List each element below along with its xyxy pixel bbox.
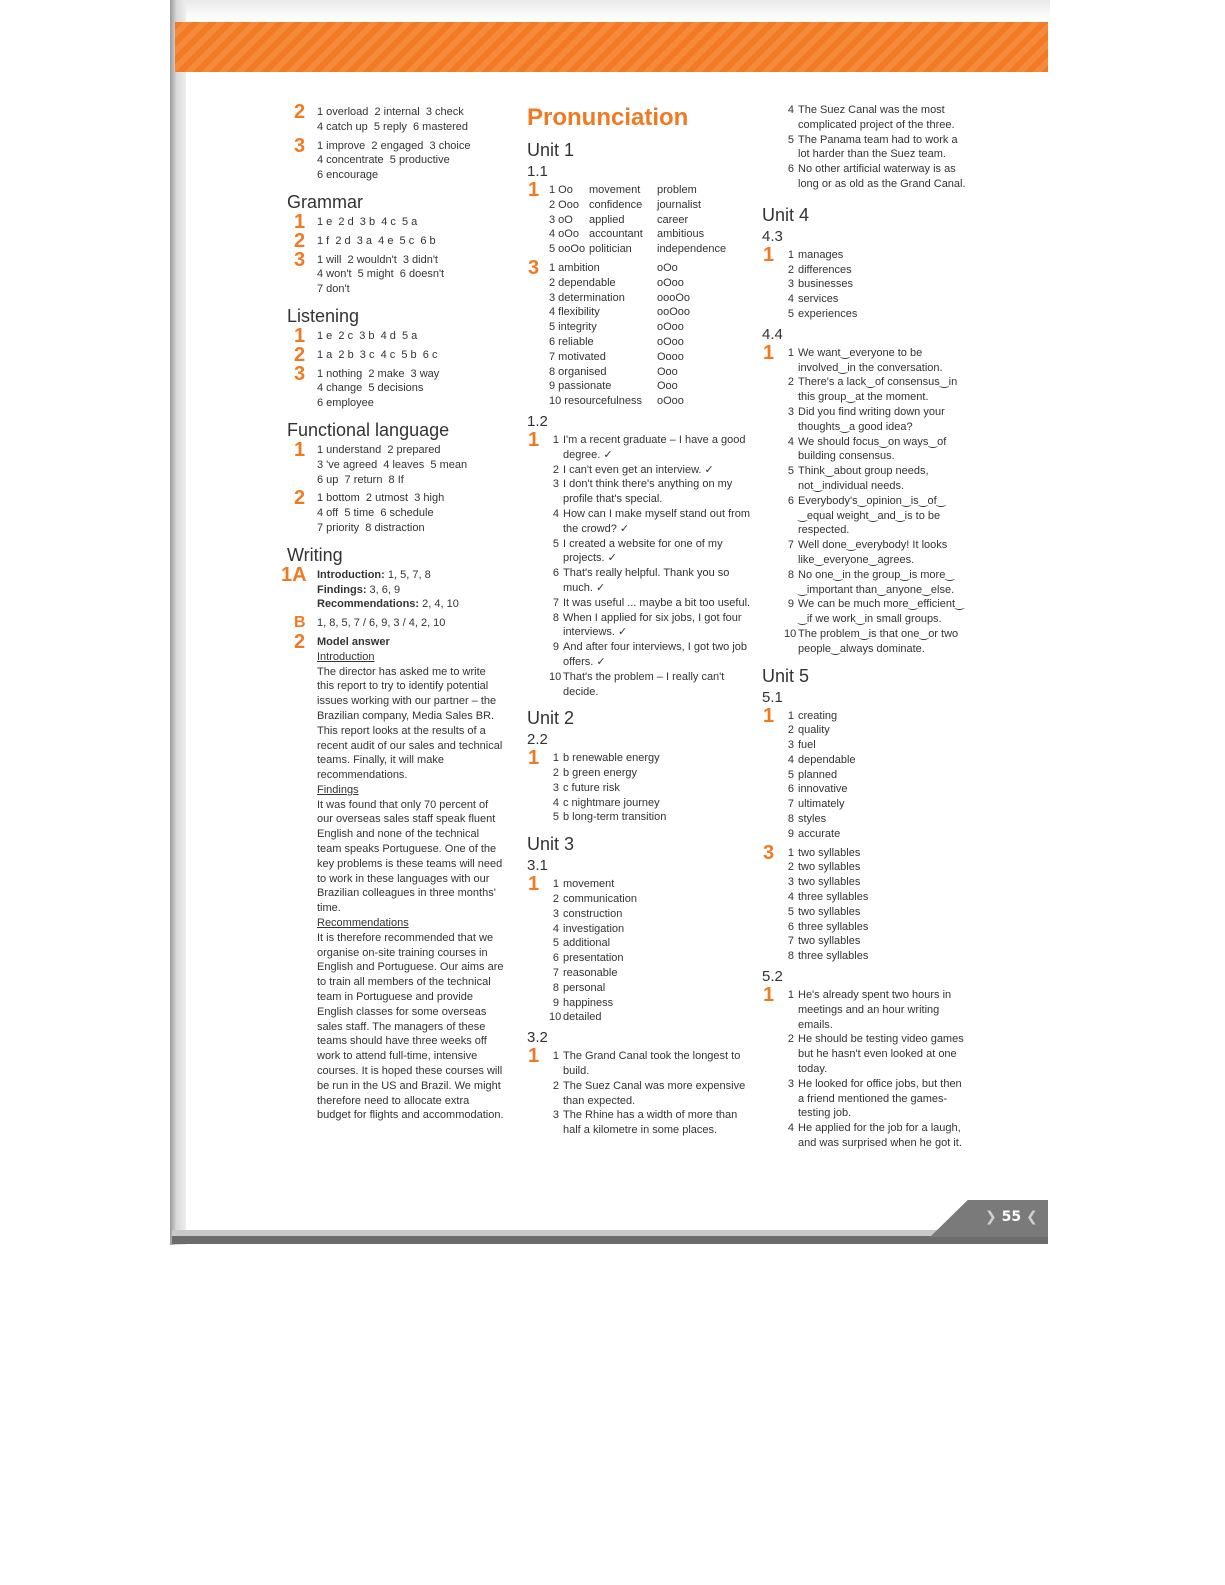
word: 9 passionate	[549, 380, 612, 393]
writing-value: 1, 5, 7, 8	[384, 568, 431, 581]
exercise-number: 1	[294, 438, 306, 461]
list-item: 1 I'm a recent graduate – I have a good degree. ✓	[552, 433, 746, 461]
word: 4 flexibility	[549, 306, 600, 319]
answer-line: 6 encourage	[317, 169, 379, 182]
list-item: 6 three syllables	[787, 920, 869, 933]
list-item: 4 c nightmare journey	[552, 796, 660, 809]
stress-pattern: oOoo	[657, 276, 684, 289]
exercise	[281, 563, 505, 612]
stress-pattern: oOoo	[657, 395, 684, 408]
answer-line: 1 e 2 d 3 b 4 c 5 a	[317, 215, 418, 228]
exercise	[525, 747, 755, 825]
exercise	[285, 101, 505, 135]
list-item: 6 That's really helpful. Thank you so much. ✓	[552, 567, 730, 594]
report-paragraph: It is therefore recommended that we organise on-site training courses in English and Portuguese. Our aims are to train all members of the technical team in Portuguese and provide English classes for some overseas sales staff. The managers of these teams should have three weeks off work to attend full-time, intensive courses. It is hoped these courses will be run in the US and Brazil. We might therefore need to allocate extra budget for flights and accommodation.	[317, 931, 504, 1122]
exercise-number: 3	[294, 134, 306, 157]
list-item: 3 two syllables	[787, 876, 861, 889]
list-item: 6 innovative	[787, 783, 848, 796]
list-item: 1 We want‿everyone to be involved‿in the conversation.	[787, 346, 943, 374]
answer-line: 1, 8, 5, 7 / 6, 9, 3 / 4, 2, 10	[317, 617, 446, 630]
word: 6 reliable	[549, 335, 594, 348]
list-item: 6 Everybody's‿opinion‿is‿of‿ ‿equal weight‿and‿is to be respected.	[787, 494, 946, 537]
section-number: 1.1	[527, 163, 548, 180]
exercise	[525, 873, 755, 1025]
list-item: 2 I can't even get an interview. ✓	[552, 463, 714, 476]
list-item: 5 Think‿about group needs, not‿individual needs.	[787, 465, 929, 492]
exercise	[760, 341, 970, 657]
stress-pattern: 5 ooOo	[549, 243, 586, 256]
answer-line: 4 concentrate 5 productive	[317, 154, 450, 167]
exercise	[525, 256, 755, 409]
exercise-number: 1	[763, 341, 775, 364]
orange-header-banner	[175, 22, 1048, 72]
list-item: 3 The Rhine has a width of more than half a kilometre in some places.	[552, 1109, 738, 1137]
unit-heading: Unit 4	[762, 204, 810, 225]
exercise-number: 1	[294, 324, 306, 347]
unit-heading: Unit 3	[527, 834, 575, 855]
exercise	[525, 428, 755, 699]
stress-pattern: 1 Oo	[549, 184, 573, 196]
answer-line: 6 employee	[317, 397, 374, 410]
word: independence	[657, 243, 727, 256]
exercise-number: 1	[528, 179, 540, 201]
stress-pattern: Ooo	[657, 365, 678, 378]
report-paragraph: It was found that only 70 percent of our overseas sales staff speak fluent English and none of the technical team speaks Portuguese. One of the key problems is these teams will need to work in these languages with our Brazilian colleagues in three months' time.	[317, 798, 503, 915]
stress-pattern: oOoo	[657, 321, 684, 334]
list-item: 3 He looked for office jobs, but then a friend mentioned the games-testing job.	[787, 1077, 962, 1120]
chevron-left-icon: ❮	[1025, 1209, 1038, 1225]
stress-pattern: Ooo	[657, 380, 678, 393]
list-item: 2 quality	[787, 724, 830, 737]
answer-line: 1 bottom 2 utmost 3 high	[317, 492, 445, 505]
writing-value: 2, 4, 10	[419, 598, 459, 611]
section-heading-grammar: Grammar	[287, 191, 363, 212]
unit-heading: Unit 2	[527, 708, 575, 729]
exercise-number: 1	[528, 873, 540, 896]
word: 2 dependable	[549, 276, 616, 289]
exercise-number: 1	[763, 243, 775, 266]
exercise	[285, 487, 505, 535]
stress-pattern: ooOoo	[657, 306, 691, 319]
answer-line: 1 nothing 2 make 3 way	[317, 367, 440, 380]
answer-line: 7 don't	[317, 283, 350, 296]
word: 3 determination	[549, 291, 625, 304]
exercise	[285, 324, 505, 347]
list-item: 2 differences	[787, 263, 852, 276]
word: problem	[657, 184, 697, 196]
exercise	[285, 134, 505, 183]
exercise	[285, 229, 505, 252]
stress-pattern: oooOo	[657, 291, 691, 304]
exercise-number: 1	[528, 1045, 540, 1068]
list-item: 4 services	[787, 293, 839, 306]
list-item: 7 Well done‿everybody! It looks like‿everyone‿agrees.	[787, 539, 948, 566]
section-heading-writing: Writing	[287, 544, 343, 565]
list-item: 1 creating	[787, 709, 838, 722]
exercise-number: 2	[294, 229, 306, 252]
list-item: 8 No one‿in the group‿is more‿ ‿important than‿anyone‿else.	[787, 568, 955, 596]
word: ambitious	[657, 228, 705, 241]
chevron-right-icon: ❯	[985, 1209, 997, 1225]
list-item: 5 b long-term transition	[552, 811, 667, 824]
list-item: 1 manages	[787, 248, 844, 261]
answer-line: 4 off 5 time 6 schedule	[317, 507, 434, 520]
list-item: 9 accurate	[787, 827, 841, 840]
page-title: Pronunciation	[527, 104, 689, 131]
list-item: 3 construction	[552, 907, 623, 920]
list-item: 3 c future risk	[552, 781, 620, 794]
list-item: 7 two syllables	[787, 935, 861, 948]
exercise-number: 3	[294, 248, 306, 271]
list-item: 3 I don't think there's anything on my profile that's special.	[552, 478, 733, 506]
list-item: 1 The Grand Canal took the longest to build.	[552, 1050, 741, 1078]
list-item: 2 He should be testing video games but he hasn't even looked at one today.	[787, 1033, 964, 1076]
page-number	[985, 1209, 1038, 1225]
list-item: 6 presentation	[552, 952, 624, 965]
word: journalist	[657, 198, 702, 211]
stress-pattern: 2 Ooo	[549, 198, 579, 211]
answer-line: 4 won't 5 might 6 doesn't	[317, 268, 445, 281]
report-heading: Recommendations	[317, 917, 409, 930]
answer-line: 1 a 2 b 3 c 4 c 5 b 6 c	[317, 348, 438, 361]
list-item: 1 b renewable energy	[552, 752, 660, 765]
exercise-number: 1A	[281, 563, 307, 586]
word: 7 motivated	[549, 350, 606, 363]
section-heading-functional: Functional language	[287, 419, 450, 440]
list-item: 2 b green energy	[552, 767, 637, 780]
list-item: 4 We should focus‿on ways‿of building consensus.	[787, 435, 947, 463]
exercise-number: 1	[763, 704, 775, 727]
model-answer-title: Model answer	[317, 635, 390, 648]
exercise	[285, 210, 505, 233]
word: applied	[589, 213, 625, 226]
answer-line: 3 've agreed 4 leaves 5 mean	[317, 458, 468, 471]
answer-line: 1 e 2 c 3 b 4 d 5 a	[317, 329, 418, 342]
list-item: 5 I created a website for one of my projects. ✓	[552, 537, 723, 565]
stress-pattern: 4 oOo	[549, 228, 579, 241]
list-item: 9 happiness	[552, 996, 614, 1009]
stress-pattern: 3 oO	[549, 213, 573, 226]
list-item: 4 investigation	[552, 922, 625, 935]
list-item: 10 detailed	[549, 1011, 602, 1024]
answer-line: 1 overload 2 internal 3 check	[317, 106, 464, 118]
list-item: 10 The problem‿is that one‿or two people‿always dominate.	[784, 627, 959, 655]
list-item: 8 styles	[787, 813, 827, 826]
writing-value: 3, 6, 9	[366, 583, 401, 596]
list-item: 1 He's already spent two hours in meetings and an hour writing emails.	[787, 989, 952, 1031]
writing-label: Recommendations:	[317, 598, 420, 611]
list-item: 3 fuel	[787, 739, 816, 752]
exercise-number: 1	[294, 210, 306, 233]
exercise-number: 2	[294, 101, 306, 123]
list-item: 8 personal	[552, 981, 606, 994]
exercise	[760, 243, 970, 322]
exercise-number: 3	[294, 362, 306, 385]
list-item: 2 There's a lack‿of consensus‿in this group‿at the moment.	[787, 376, 958, 404]
column-2	[525, 103, 755, 1142]
book-binding-shadow	[170, 0, 186, 1245]
list-item: 8 three syllables	[787, 950, 869, 963]
list-item: 6 No other artificial waterway is as long or as old as the Grand Canal.	[787, 163, 966, 190]
answer-line: 1 understand 2 prepared	[317, 443, 441, 456]
list-item: 2 The Suez Canal was more expensive than expected.	[552, 1079, 746, 1107]
word: movement	[589, 184, 641, 196]
exercise	[760, 704, 970, 842]
list-item: 7 ultimately	[787, 798, 845, 811]
stress-pattern: oOo	[657, 261, 678, 274]
exercise-number: 2	[294, 630, 306, 653]
page-number-value: 55	[1001, 1209, 1022, 1225]
word: politician	[589, 243, 632, 256]
section-number: 4.3	[762, 227, 783, 245]
section-number: 3.1	[527, 857, 548, 875]
list-item: 5 experiences	[787, 307, 858, 320]
list-item: 4 He applied for the job for a laugh, and was surprised when he got it.	[787, 1122, 962, 1150]
word: confidence	[589, 198, 643, 211]
list-item: 1 movement	[552, 878, 615, 891]
list-item: 3 Did you find writing down your thoughts‿a good idea?	[787, 405, 945, 433]
answer-line: 4 catch up 5 reply 6 mastered	[317, 120, 469, 133]
list-item: 5 planned	[787, 768, 838, 781]
exercise	[285, 248, 505, 297]
exercise	[285, 616, 505, 631]
list-item: 7 It was useful ... maybe a bit too useful.	[552, 596, 751, 609]
stress-table	[549, 261, 755, 409]
word: 1 ambition	[549, 261, 600, 274]
exercise	[760, 841, 970, 964]
list-item: 8 When I applied for six jobs, I got four interviews. ✓	[552, 611, 742, 639]
exercise-number: B	[294, 614, 306, 632]
section-number: 5.1	[762, 688, 783, 706]
exercise	[525, 1045, 755, 1138]
word: 8 organised	[549, 365, 607, 378]
exercise	[285, 343, 505, 366]
list-item: 5 The Panama team had to work a lot harder than the Suez team.	[787, 133, 958, 161]
word: 5 integrity	[549, 321, 597, 334]
report-paragraph: The director has asked me to write this report to try to identify potential issues working with our partner – the Brazilian company, Media Sales BR. This report looks at the results of a recent audit of our sales and technical teams. Finally, it will make recommendations.	[317, 665, 503, 782]
word: accountant	[589, 228, 643, 241]
unit-heading: Unit 5	[762, 665, 810, 686]
list-item: 10 That's the problem – I really can't decide.	[549, 670, 725, 698]
page-bottom-bar	[172, 1236, 1048, 1244]
answer-line: 4 change 5 decisions	[317, 382, 424, 395]
exercise-number: 3	[763, 841, 775, 864]
answer-line: 1 will 2 wouldn't 3 didn't	[317, 253, 438, 266]
list-item: 4 dependable	[787, 753, 856, 766]
writing-label: Introduction:	[317, 568, 385, 581]
stress-pattern: oOoo	[657, 335, 684, 348]
list-item: 4 three syllables	[787, 891, 869, 904]
answer-line: 7 priority 8 distraction	[317, 521, 425, 534]
stress-table	[549, 183, 755, 257]
exercise-number: 1	[528, 428, 540, 451]
section-number: 5.2	[762, 968, 783, 986]
exercise-continued	[760, 103, 970, 192]
writing-label: Findings:	[317, 583, 367, 596]
section-number: 4.4	[762, 325, 783, 343]
list-item: 4 The Suez Canal was the most complicated project of the three.	[787, 104, 955, 131]
word: 10 resourcefulness	[549, 395, 642, 408]
exercise	[285, 438, 505, 487]
list-item: 9 And after four interviews, I got two job offers. ✓	[552, 641, 748, 668]
report-heading: Introduction	[317, 650, 375, 663]
list-item: 7 reasonable	[552, 967, 618, 980]
column-1	[281, 101, 505, 1127]
list-item: 9 We can be much more‿efficient‿ ‿if we work‿in small groups.	[787, 598, 964, 626]
section-number: 2.2	[527, 731, 548, 749]
answer-line: 1 f 2 d 3 a 4 e 5 c 6 b	[317, 234, 436, 247]
exercise	[525, 179, 755, 257]
exercise-number: 3	[528, 256, 540, 279]
list-item: 5 two syllables	[787, 905, 861, 918]
unit-heading: Unit 1	[527, 140, 575, 160]
exercise	[760, 984, 970, 1151]
exercise-number: 2	[294, 487, 306, 510]
exercise-number: 2	[294, 343, 306, 366]
page-top-edge	[170, 0, 1050, 20]
list-item: 2 communication	[552, 893, 637, 906]
word: career	[657, 213, 689, 226]
list-item: 5 additional	[552, 937, 611, 950]
exercise	[285, 630, 505, 1123]
list-item: 4 How can I make myself stand out from the crowd? ✓	[552, 507, 751, 535]
stress-pattern: Oooo	[657, 350, 684, 363]
exercise-number: 1	[763, 984, 775, 1007]
answer-line: 6 up 7 return 8 If	[317, 473, 404, 486]
answer-line: 1 improve 2 engaged 3 choice	[317, 139, 471, 152]
list-item: 1 two syllables	[787, 846, 861, 859]
section-heading-listening: Listening	[287, 305, 360, 326]
exercise	[285, 362, 505, 411]
section-number: 1.2	[527, 412, 548, 430]
report-heading: Findings	[317, 783, 359, 796]
column-3	[760, 103, 970, 1155]
list-item: 2 two syllables	[787, 861, 861, 874]
exercise-number: 1	[528, 747, 540, 770]
list-item: 3 businesses	[787, 278, 854, 291]
section-number: 3.2	[527, 1029, 548, 1047]
